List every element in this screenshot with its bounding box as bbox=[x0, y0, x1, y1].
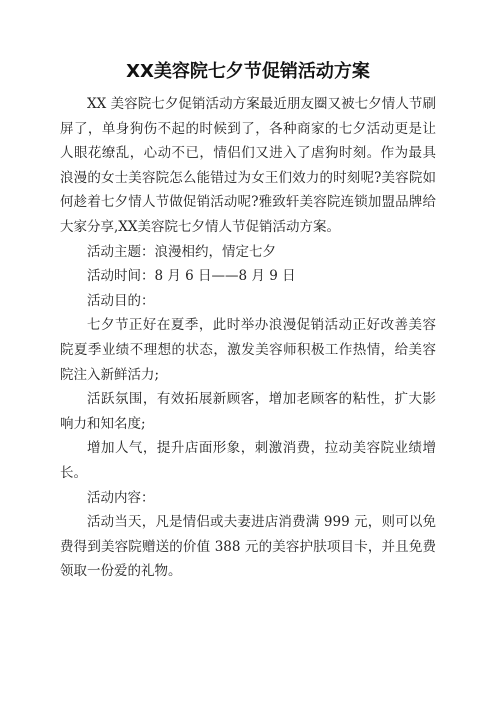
activity-time: 活动时间：8 月 6 日——8 月 9 日 bbox=[87, 268, 296, 285]
activity-content-heading: 活动内容： bbox=[87, 489, 155, 506]
purpose-item: 七夕节正好在夏季，此时举办浪漫促销活动正好改善美容院夏季业绩不理想的状态，激发美容师积极工作热情，给美容院注入新鲜活力; bbox=[60, 317, 436, 383]
content-item: 活动当天，凡是情侣或夫妻进店消费满 999 元，则可以免费得到美容院赠送的价值 388 元的美容护肤项目卡，并且免费领取一份爱的礼物。 bbox=[60, 514, 436, 580]
activity-purpose-heading: 活动目的： bbox=[87, 292, 155, 309]
document-title: XX美容院七夕节促销活动方案 bbox=[126, 61, 370, 82]
activity-theme: 活动主题：浪漫相约，情定七夕 bbox=[87, 243, 276, 260]
document-body bbox=[60, 92, 436, 584]
purpose-item: 活跃氛围，有效拓展新顾客，增加老顾客的粘性，扩大影响力和知名度; bbox=[60, 391, 436, 432]
purpose-item: 增加人气，提升店面形象，刺激消费，拉动美容院业绩增长。 bbox=[60, 440, 436, 481]
intro-paragraph: XX 美容院七夕促销活动方案最近朋友圈又被七夕情人节刷屏了，单身狗伤不起的时候到了，各种商家的七夕活动更是让人眼花缭乱，心动不已，情侣们又进入了虐狗时刻。作为最具浪漫的女士美容院怎么能错过为女王们效力的时刻呢?美容院如何趁着七夕情人节做促销活动呢?雅致轩美容院连锁加盟品牌给大家分享,XX美容院七夕情人节促销活动方案。 bbox=[60, 96, 436, 235]
